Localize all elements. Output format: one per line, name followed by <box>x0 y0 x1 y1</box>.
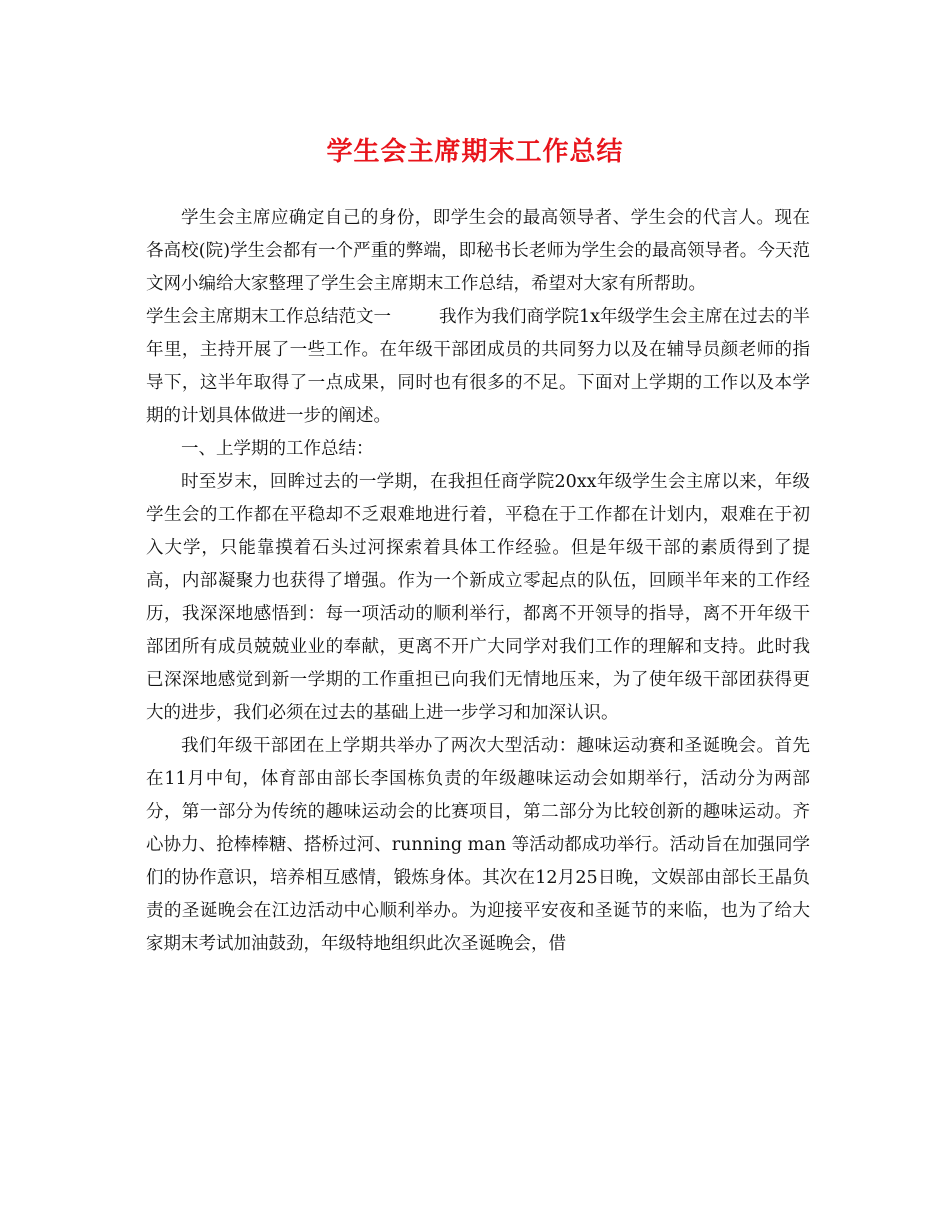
document-title: 学生会主席期末工作总结 <box>326 137 624 167</box>
intro-paragraph: 学生会主席应确定自己的身份，即学生会的最高领导者、学生会的代言人。现在各高校(院)学生会都有一个严重的弊端，即秘书长老师为学生会的最高领导者。今天范文网小编给大家整理了学生会主席期末工作总结，希望对大家有所帮助。 <box>146 208 810 294</box>
sample-lead-text: 我作为我们商学院1x年级学生会主席在过去的半年里，主持开展了一些工作。在年级干部团成员的共同努力以及在辅导员颜老师的指导下，这半年取得了一点成果，同时也有很多的不足。下面对上学期的工作以及本学期的计划具体做进一步的阐述。 <box>146 307 811 426</box>
section-one-heading: 一、上学期的工作总结： <box>181 439 374 459</box>
sample-heading: 学生会主席期末工作总结范文一 <box>146 307 391 327</box>
document-body <box>146 202 810 961</box>
sample-paragraph <box>146 301 810 433</box>
work-summary-paragraph: 时至岁末，回眸过去的一学期，在我担任商学院20xx年级学生会主席以来，年级学生会的工作都在平稳却不乏艰难地进行着，平稳在于工作都在计划内，艰难在于初入大学，只能靠摸着石头过河探索着具体工作经验。但是年级干部的素质得到了提高，内部凝聚力也获得了增强。作为一个新成立零起点的队伍，回顾半年来的工作经历，我深深地感悟到：每一项活动的顺利举行，都离不开领导的指导，离不开年级干部团所有成员兢兢业业的奉献，更离不开广大同学对我们工作的理解和支持。此时我已深深地感觉到新一学期的工作重担已向我们无情地压来，为了使年级干部团获得更大的进步，我们必须在过去的基础上进一步学习和加深认识。 <box>146 472 810 723</box>
activities-paragraph: 我们年级干部团在上学期共举办了两次大型活动：趣味运动赛和圣诞晚会。首先在11月中旬，体育部由部长李国栋负责的年级趣味运动会如期举行，活动分为两部分，第一部分为传统的趣味运动会的比赛项目，第二部分为比较创新的趣味运动。齐心协力、抢棒棒糖、搭桥过河、running man 等活动都成功举行。活动旨在加强同学们的协作意识，培养相互感情，锻炼身体。其次在12月25日晚，文娱部由部长王晶负责的圣诞晚会在江边活动中心顺利举办。为迎接平安夜和圣诞节的来临，也为了给大家期末考试加油鼓劲，年级特地组织此次圣诞晚会，借 <box>146 736 810 954</box>
